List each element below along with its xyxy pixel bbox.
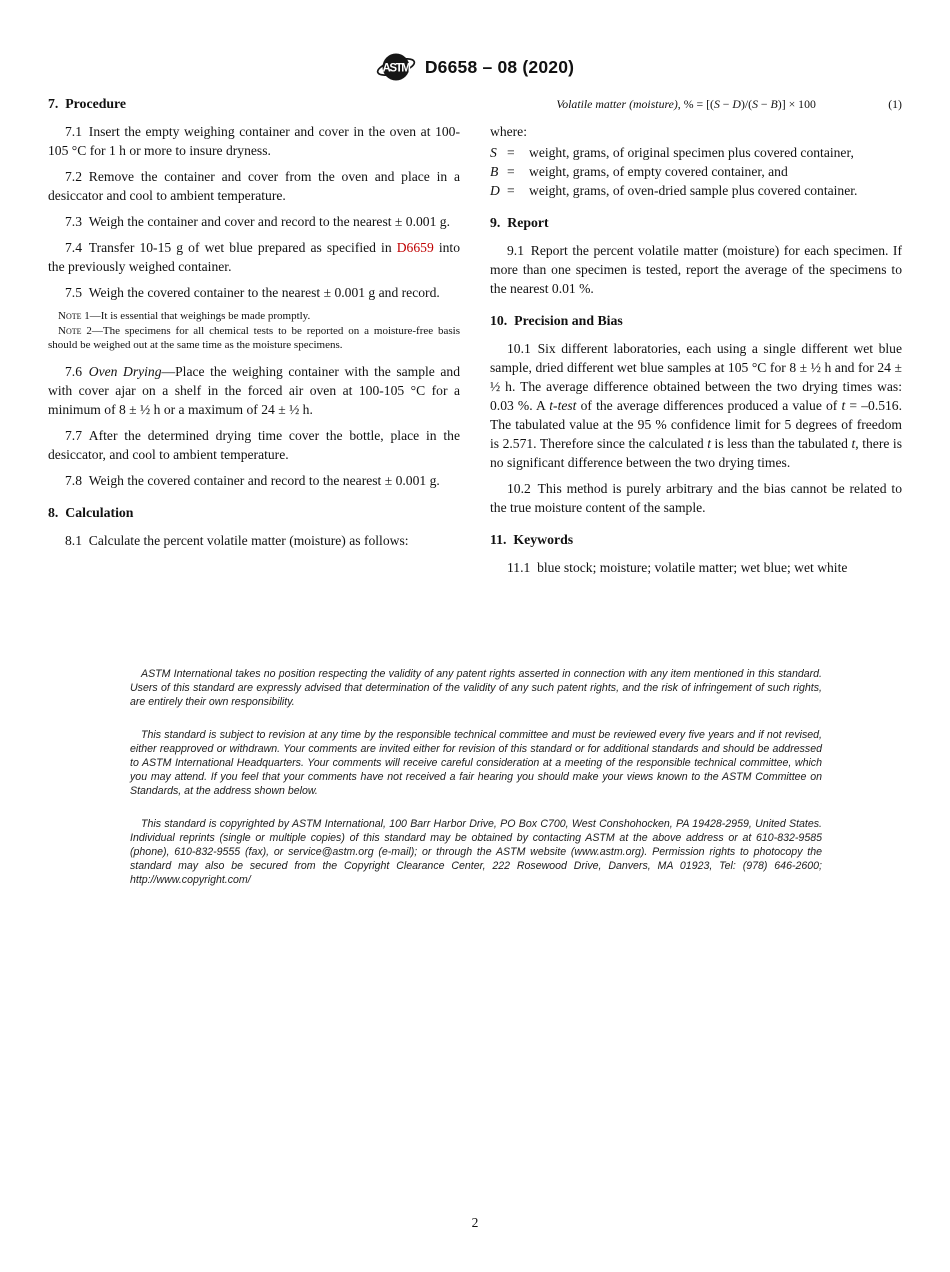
definition-symbol: S: [490, 145, 497, 160]
paragraph-8-1: 8.1 Calculate the percent volatile matter (moisture) as follows:: [65, 532, 409, 548]
paragraph-7-6-number: 7.6: [65, 363, 89, 379]
two-column-body: [48, 94, 902, 584]
symbol-definitions: [490, 143, 902, 200]
section-10-heading: 10. Precision and Bias: [490, 313, 623, 328]
note-1: [48, 309, 460, 324]
definition-symbol: B: [490, 164, 499, 179]
definition-row-d: [490, 181, 902, 200]
t-variable: t: [707, 436, 712, 451]
paragraph-10-1-text: , there is no significant difference between the two drying times.: [490, 436, 902, 470]
equation-var-s: S: [713, 97, 720, 111]
equation-times-100: )] × 100: [777, 97, 816, 111]
svg-text:ASTM: ASTM: [382, 62, 410, 75]
definition-row-b: [490, 162, 902, 181]
note-1-label: Note 1—: [58, 310, 101, 322]
definition-equals: =: [507, 164, 515, 179]
section-11-heading: 11. Keywords: [490, 532, 574, 547]
definition-text: weight, grams, of original specimen plus covered container,: [529, 145, 854, 160]
paragraph-7-3: 7.3 Weigh the container and cover and record to the nearest ± 0.001 g.: [65, 214, 450, 229]
paragraph-7-6-term: Oven Drying: [88, 363, 162, 379]
equation-var-b: B: [770, 97, 778, 111]
paragraph-7-4-text: 7.4 Transfer 10-15 g of wet blue prepared as specified in: [65, 240, 397, 255]
paragraph-7-2: 7.2 Remove the container and cover from the oven and place in a desiccator and cool to ambient temperature.: [48, 169, 460, 203]
paragraph-10-2: 10.2 This method is purely arbitrary and the bias cannot be related to the true moisture content of the sample.: [490, 481, 902, 515]
definition-text: weight, grams, of empty covered container, and: [529, 164, 788, 179]
footer-disclaimers: [130, 667, 822, 906]
paragraph-10-1-text: = –0.516. The tabulated value at the 95 % confidence limit for 5 degrees of freedom is 2.571. Therefore since the calculated: [490, 398, 903, 451]
paragraph-7-6: [48, 362, 460, 419]
t-test-term: t-test: [549, 398, 577, 413]
astm-logo-icon: [376, 50, 416, 84]
equation-minus2: −: [757, 97, 771, 111]
document-header: [0, 50, 950, 84]
copyright-notice: This standard is copyrighted by ASTM International, 100 Barr Harbor Drive, PO Box C700, West Conshohocken, PA 19428-2959, United States. Individual reprints (single or multiple copies) of this standard may be obtained by contacting ASTM at the above address or at 610-832-9585 (phone), 610-832-9555 (fax), or service@astm.org (e-mail); or through the ASTM website (www.astm.org). Permission rights to photocopy the standard may also be secured from the Copyright Clearance Center, 222 Rosewood Drive, Danvers, MA 01923, Tel: (978) 646-2600; http://www.copyright.com/: [130, 817, 822, 887]
right-column: [490, 94, 902, 584]
equation-var-d: D: [732, 97, 741, 111]
paragraph-10-1: [490, 339, 902, 472]
paragraph-7-5: 7.5 Weigh the covered container to the nearest ± 0.001 g and record.: [65, 285, 440, 300]
paragraph-10-1-text: is less than the tabulated: [711, 436, 852, 451]
left-column: [48, 94, 460, 584]
definition-symbol: D: [490, 183, 500, 198]
definition-equals: =: [507, 183, 515, 198]
note-2: [48, 324, 460, 353]
paragraph-7-6-text: —Place the weighing container with the sample and with cover ajar on a shelf in the forced air oven at 100-105 °C for a minimum of 8 ± ½ h or a maximum of 24 ± ½ h.: [48, 363, 460, 417]
paragraph-7-4: [48, 238, 460, 276]
patent-disclaimer: ASTM International takes no position respecting the validity of any patent rights asserted in connection with any item mentioned in this standard. Users of this standard are expressly advised that determination of the validity of any such patent rights, and the risk of infringement of such rights, are entirely their own responsibility.: [130, 668, 822, 709]
paragraph-10-1-text: 10.1 Six different laboratories, each using a single different wet blue sample, dried different wet blue samples at 105 °C for 8 ± ½ h and for 24 ± ½ h. The average difference obtained between the two drying times was: 0.03 %. A: [490, 341, 902, 413]
t-variable: t: [841, 398, 846, 413]
section-8-heading: 8. Calculation: [48, 504, 134, 520]
page-number: 2: [471, 1215, 479, 1230]
standard-designation: D6658 – 08 (2020): [424, 56, 575, 77]
section-9-heading: 9. Report: [490, 215, 549, 230]
paragraph-7-1: 7.1 Insert the empty weighing container and cover in the oven at 100-105 °C for 1 h or more to insure dryness.: [48, 124, 460, 158]
paragraph-10-1-text: of the average differences produced a value of: [576, 398, 842, 413]
paragraph-11-1: 11.1 blue stock; moisture; volatile matter; wet blue; wet white: [507, 560, 848, 575]
paragraph-9-1: 9.1 Report the percent volatile matter (moisture) for each specimen. If more than one specimen is tested, report the average of the specimens to the nearest 0.01 %.: [490, 243, 902, 296]
equation-1: [490, 97, 902, 112]
equation-minus: −: [719, 97, 733, 111]
note-2-text: The specimens for all chemical tests to be reported on a moisture-free basis should be weighed out at the same time as the moisture specimens.: [48, 324, 461, 352]
definition-row-s: [490, 143, 902, 162]
equation-lhs: Volatile matter (moisture): [556, 97, 678, 111]
paragraph-7-8: 7.8 Weigh the covered container and record to the nearest ± 0.001 g.: [65, 472, 440, 488]
definition-text: weight, grams, of oven-dried sample plus covered container.: [529, 183, 858, 198]
revision-disclaimer: This standard is subject to revision at any time by the responsible technical committee and must be reviewed every five years and if not revised, either reapproved or withdrawn. Your comments are invited either for revision of this standard or for additional standards and should be addressed to ASTM International Headquarters. Your comments will receive careful consideration at a meeting of the responsible technical committee, which you may attend. If you feel that your comments have not received a fair hearing you should make your views known to the ASTM Committee on Standards, at the address shown below.: [130, 728, 822, 798]
equation-expression: [490, 97, 882, 112]
equation-op: , % = [(: [677, 97, 714, 111]
t-variable: t: [851, 436, 856, 451]
section-7-heading: 7. Procedure: [48, 96, 127, 111]
paragraph-7-4-text-cont: into the previously weighed container.: [48, 240, 460, 274]
equation-var-s2: S: [752, 97, 758, 111]
equation-number: (1): [888, 97, 902, 111]
definition-equals: =: [507, 145, 515, 160]
d6659-reference-link[interactable]: D6659: [396, 240, 434, 255]
note-2-label: Note 2—: [58, 324, 103, 337]
paragraph-7-7: 7.7 After the determined drying time cover the bottle, place in the desiccator, and cool to ambient temperature.: [48, 427, 460, 462]
equation-divide: )/(: [740, 97, 753, 111]
note-1-text: It is essential that weighings be made promptly.: [100, 310, 311, 322]
where-label: where:: [490, 124, 527, 139]
